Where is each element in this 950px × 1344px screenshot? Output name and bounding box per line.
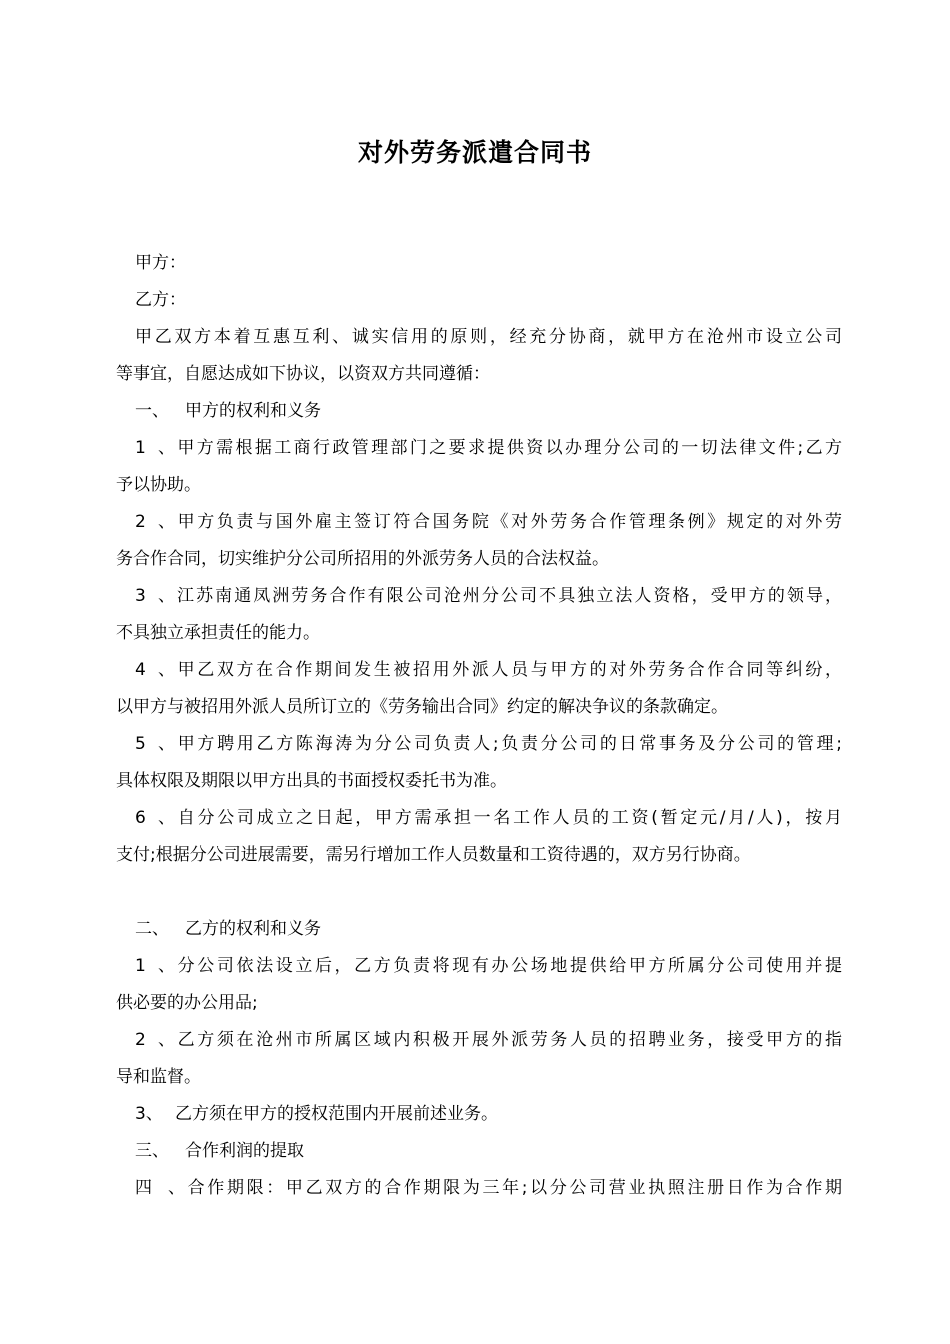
section-1-heading <box>116 393 842 430</box>
section-text: 合作期限：甲乙双方的合作期限为三年;以分公司营业执照注册日作为合作期 <box>185 1178 842 1198</box>
intro-line-1: 甲乙双方本着互惠互利、诚实信用的原则，经充分协商，就甲方在沧州市设立公司 <box>135 327 842 347</box>
clause-1-5-line-2: 具体权限及期限以甲方出具的书面授权委托书为准。 <box>116 771 507 791</box>
clause-1-3-line-1 <box>116 578 842 615</box>
party-a-line: 甲方： <box>135 253 186 273</box>
section-2-heading <box>116 911 842 948</box>
clause-number: 5、 <box>135 734 175 754</box>
clause-1-1-line-1 <box>116 430 842 467</box>
party-b-line: 乙方： <box>135 290 186 310</box>
clause-1-3-line-2: 不具独立承担责任的能力。 <box>116 623 320 643</box>
clause-2-1-line-2: 供必要的办公用品; <box>116 993 258 1013</box>
clause-text: 甲方负责与国外雇主签订符合国务院《对外劳务合作管理条例》规定的对外劳 <box>175 512 842 532</box>
section-title: 乙方的权利和义务 <box>185 919 321 939</box>
clause-1-4-line-1 <box>116 652 842 689</box>
clause-number: 1、 <box>135 956 175 976</box>
clause-number: 3、 <box>135 586 175 606</box>
section-number: 三、 <box>135 1141 169 1161</box>
clause-2-2-line-1 <box>116 1022 842 1059</box>
clause-number: 4、 <box>135 660 175 680</box>
clause-text: 甲方需根据工商行政管理部门之要求提供资以办理分公司的一切法律文件;乙方 <box>175 438 842 458</box>
document-body <box>116 245 842 1207</box>
clause-1-2-line-1 <box>116 504 842 541</box>
section-number: 二、 <box>135 919 169 939</box>
clause-1-6-line-1 <box>116 800 842 837</box>
clause-text: 江苏南通凤洲劳务合作有限公司沧州分公司不具独立法人资格，受甲方的领导， <box>175 586 842 606</box>
clause-text: 甲方聘用乙方陈海涛为分公司负责人;负责分公司的日常事务及分公司的管理; <box>175 734 842 754</box>
clause-number: 2、 <box>135 1030 175 1050</box>
clause-number: 1、 <box>135 438 175 458</box>
clause-number: 6、 <box>135 808 175 828</box>
section-4-line <box>116 1170 842 1207</box>
clause-text: 乙方须在甲方的授权范围内开展前述业务。 <box>175 1104 498 1124</box>
clause-2-3-line-1 <box>116 1096 842 1133</box>
clause-1-1-line-2: 予以协助。 <box>116 475 201 495</box>
spacer <box>116 874 842 911</box>
clause-text: 乙方须在沧州市所属区域内积极开展外派劳务人员的招聘业务，接受甲方的指 <box>175 1030 842 1050</box>
clause-text: 自分公司成立之日起，甲方需承担一名工作人员的工资(暂定元/月/人)，按月 <box>175 808 842 828</box>
clause-1-4-line-2: 以甲方与被招用外派人员所订立的《劳务输出合同》约定的解决争议的条款确定。 <box>116 697 728 717</box>
clause-1-5-line-1 <box>116 726 842 763</box>
clause-text: 甲乙双方在合作期间发生被招用外派人员与甲方的对外劳务合作合同等纠纷， <box>175 660 842 680</box>
clause-number: 3、 <box>135 1104 163 1124</box>
clause-2-1-line-1 <box>116 948 842 985</box>
section-number: 一、 <box>135 401 169 421</box>
clause-1-2-line-2: 务合作合同，切实维护分公司所招用的外派劳务人员的合法权益。 <box>116 549 609 569</box>
section-title: 甲方的权利和义务 <box>185 401 321 421</box>
clause-number: 2、 <box>135 512 175 532</box>
clause-2-2-line-2: 导和监督。 <box>116 1067 201 1087</box>
section-3-heading <box>116 1133 842 1170</box>
section-title: 合作利润的提取 <box>185 1141 304 1161</box>
intro-line-2: 等事宜，自愿达成如下协议，以资双方共同遵循： <box>116 364 490 384</box>
section-number: 四、 <box>135 1178 185 1198</box>
clause-text: 分公司依法设立后，乙方负责将现有办公场地提供给甲方所属分公司使用并提 <box>175 956 842 976</box>
document-title: 对外劳务派遣合同书 <box>357 138 592 167</box>
clause-1-6-line-2: 支付;根据分公司进展需要，需另行增加工作人员数量和工资待遇的，双方另行协商。 <box>116 845 751 865</box>
